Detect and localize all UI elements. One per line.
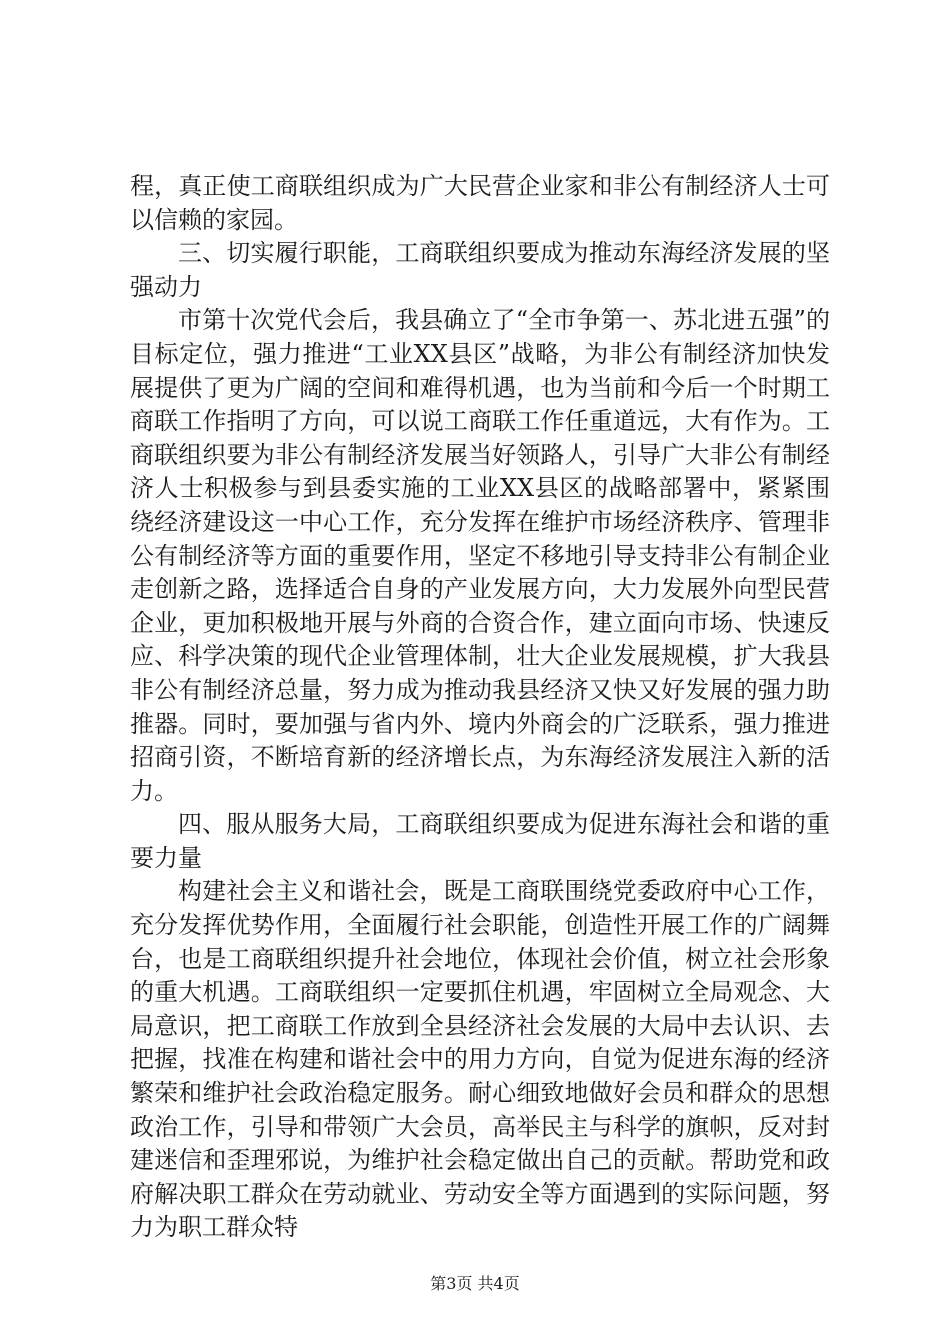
section-heading-4: 四、服从服务大局，工商联组织要成为促进东海社会和谐的重要力量 bbox=[130, 810, 830, 872]
paragraph-section-3-body: 市第十次党代会后，我县确立了“全市争第一、苏北进五强”的目标定位，强力推进“工业XX县区”战略，为非公有制经济加快发展提供了更为广阔的空间和难得机遇，也为当前和今后一个时期工商联工作指明了方向，可以说工商联工作任重道远，大有作为。工商联组织要为非公有制经济发展当好领路人，引导广大非公有制经济人士积极参与到县委实施的工业XX县区的战略部署中，紧紧围绕经济建设这一中心工作，充分发挥在维护市场经济秩序、管理非公有制经济等方面的重要作用，坚定不移地引导支持非公有制企业走创新之路，选择适合自身的产业发展方向，大力发展外向型民营企业，更加积极地开展与外商的合资合作，建立面向市场、快速反应、科学决策的现代企业管理体制，壮大企业发展规模，扩大我县非公有制经济总量，努力成为推动我县经济又快又好发展的强力助推器。同时，要加强与省内外、境内外商会的广泛联系，强力推进招商引资，不断培育新的经济增长点，为东海经济发展注入新的活力。 bbox=[130, 306, 830, 805]
paragraph-continuation: 程，真正使工商联组织成为广大民营企业家和非公有制经济人士可以信赖的家园。 bbox=[130, 172, 830, 234]
page-number-footer: 第3页 共4页 bbox=[430, 1274, 520, 1293]
paragraph-section-4-body: 构建社会主义和谐社会，既是工商联围绕党委政府中心工作，充分发挥优势作用，全面履行社会职能，创造性开展工作的广阔舞台，也是工商联组织提升社会地位，体现社会价值，树立社会形象的重大机遇。工商联组织一定要抓住机遇，牢固树立全局观念、大局意识，把工商联工作放到全县经济社会发展的大局中去认识、去把握，找准在构建和谐社会中的用力方向，自觉为促进东海的经济繁荣和维护社会政治稳定服务。耐心细致地做好会员和群众的思想政治工作，引导和带领广大会员，高举民主与科学的旗帜，反对封建迷信和歪理邪说，为维护社会稳定做出自己的贡献。帮助党和政府解决职工群众在劳动就业、劳动安全等方面遇到的实际问题，努力为职工群众特 bbox=[130, 877, 830, 1242]
section-heading-3: 三、切实履行职能，工商联组织要成为推动东海经济发展的坚强动力 bbox=[130, 239, 830, 301]
document-body bbox=[130, 170, 830, 1245]
